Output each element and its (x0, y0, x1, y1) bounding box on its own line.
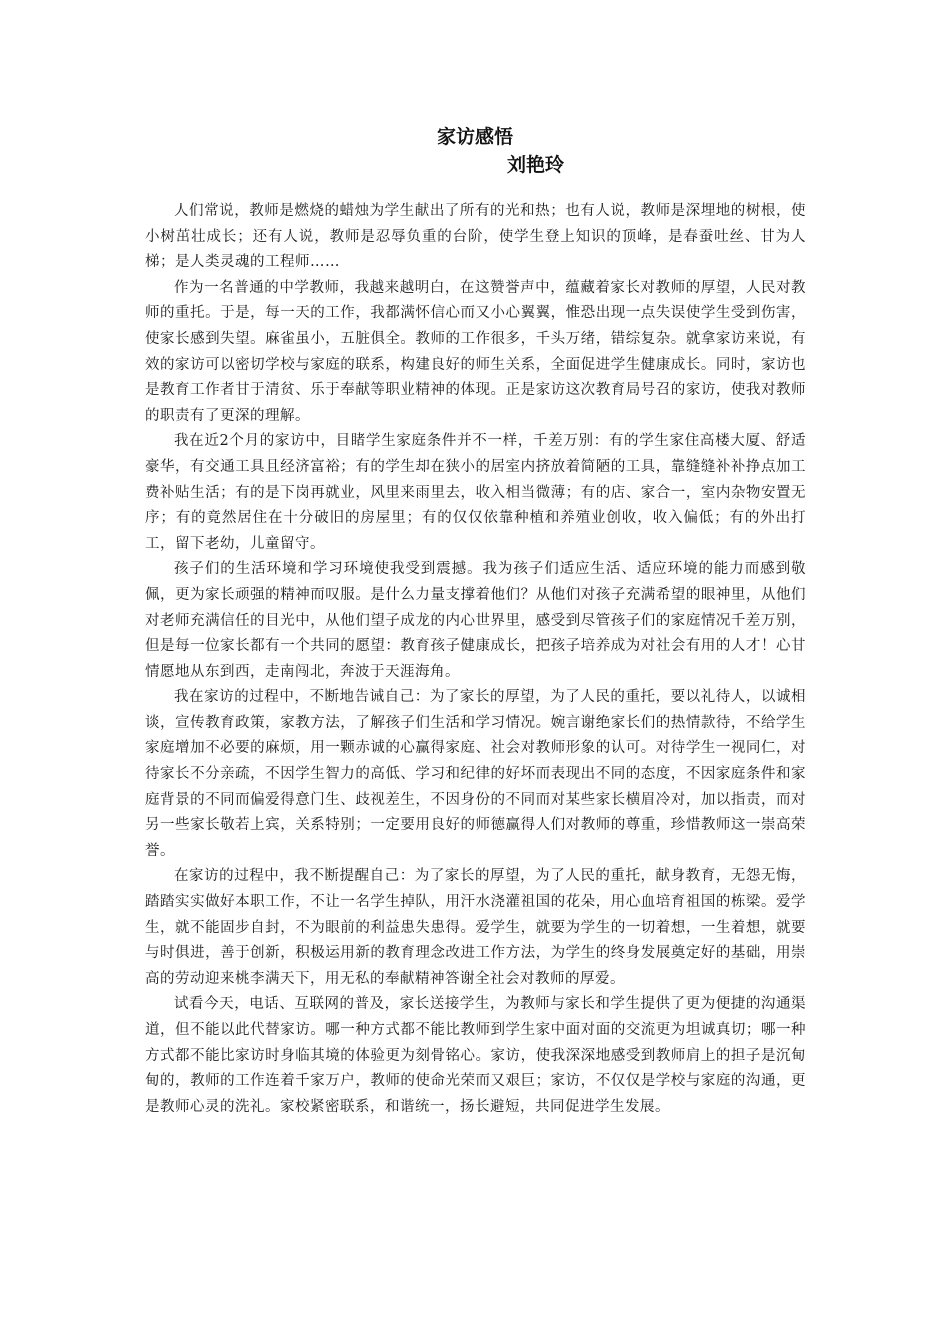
paragraph-4: 孩子们的生活环境和学习环境使我受到震撼。我为孩子们适应生活、适应环境的能力而感到敬佩，更为家长顽强的精神而叹服。是什么力量支撑着他们？从他们对孩子充满希望的眼神里，从他们对老师充满信任的目光中，从他们望子成龙的内心世界里，感受到尽管孩子们的家庭情况千差万别，但是每一位家长都有一个共同的愿望：教育孩子健康成长，把孩子培养成为对社会有用的人才！心甘情愿地从东到西，走南闯北，奔波于天涯海角。 (145, 561, 806, 680)
paragraph-7: 试看今天，电话、互联网的普及，家长送接学生，为教师与家长和学生提供了更为便捷的沟通渠道，但不能以此代替家访。哪一种方式都不能比教师到学生家中面对面的交流更为坦诚真切；哪一种方式都不能比家访时身临其境的体验更为刻骨铭心。家访，使我深深地感受到教师肩上的担子是沉甸甸的，教师的工作连着千家万户，教师的使命光荣而又艰巨；家访，不仅仅是学校与家庭的沟通，更是教师心灵的洗礼。家校紧密联系，和谐统一，扬长避短，共同促进学生发展。 (145, 996, 806, 1115)
paragraph-2: 作为一名普通的中学教师，我越来越明白，在这赞誉声中，蕴藏着家长对教师的厚望，人民对教师的重托。于是，每一天的工作，我都满怀信心而又小心翼翼，惟恐出现一点失误使学生受到伤害，使家长感到失望。麻雀虽小，五脏俱全。教师的工作很多，千头万绪，错综复杂。就拿家访来说，有效的家访可以密切学校与家庭的联系，构建良好的师生关系，全面促进学生健康成长。同时，家访也是教育工作者甘于清贫、乐于奉献等职业精神的体现。正是家访这次教育局号召的家访，使我对教师的职责有了更深的理解。 (145, 279, 806, 424)
paragraph-5: 我在家访的过程中，不断地告诫自己：为了家长的厚望，为了人民的重托，要以礼待人，以诚相谈，宣传教育政策，家教方法，了解孩子们生活和学习情况。婉言谢绝家长们的热情款待，不给学生家庭增加不必要的麻烦，用一颗赤诚的心赢得家庭、社会对教师形象的认可。对待学生一视同仁，对待家长不分亲疏，不因学生智力的高低、学习和纪律的好坏而表现出不同的态度，不因家庭条件和家庭背景的不同而偏爱得意门生、歧视差生，不因身份的不同而对某些家长横眉冷对，加以指责，而对另一些家长敬若上宾，关系特别；一定要用良好的师德赢得人们对教师的尊重，珍惜教师这一崇高荣誉。 (145, 689, 806, 859)
document-title: 家访感悟 (436, 126, 513, 148)
paragraph-6: 在家访的过程中，我不断提醒自己：为了家长的厚望，为了人民的重托，献身教育，无怨无悔，踏踏实实做好本职工作，不让一名学生掉队，用汗水浇灌祖国的花朵，用心血培育祖国的栋梁。爱学生，就不能固步自封，不为眼前的利益患失患得。爱学生，就要为学生的一切着想，一生着想，就要与时俱进，善于创新，积极运用新的教育理念改进工作方法，为学生的终身发展奠定好的基础，用崇高的劳动迎来桃李满天下，用无私的奉献精神答谢全社会对教师的厚爱。 (145, 868, 806, 987)
paragraph-3: 我在近2个月的家访中，目睹学生家庭条件并不一样，千差万别：有的学生家住高楼大厦、舒适豪华，有交通工具且经济富裕；有的学生却在狭小的居室内挤放着简陋的工具，靠缝缝补补挣点加工费补贴生活；有的是下岗再就业，风里来雨里去，收入相当微薄；有的店、家合一，室内杂物安置无序；有的竟然居住在十分破旧的房屋里；有的仅仅依靠种植和养殖业创收，收入偏低；有的外出打工，留下老幼，儿童留守。 (145, 433, 806, 552)
document-author: 刘艳玲 (507, 154, 565, 176)
paragraph-1: 人们常说，教师是燃烧的蜡烛为学生献出了所有的光和热；也有人说，教师是深埋地的树根，使小树茁壮成长；还有人说，教师是忍辱负重的台阶，使学生登上知识的顶峰，是春蚕吐丝、甘为人梯；是人类灵魂的工程师…… (145, 203, 806, 271)
document-body (145, 199, 806, 1120)
